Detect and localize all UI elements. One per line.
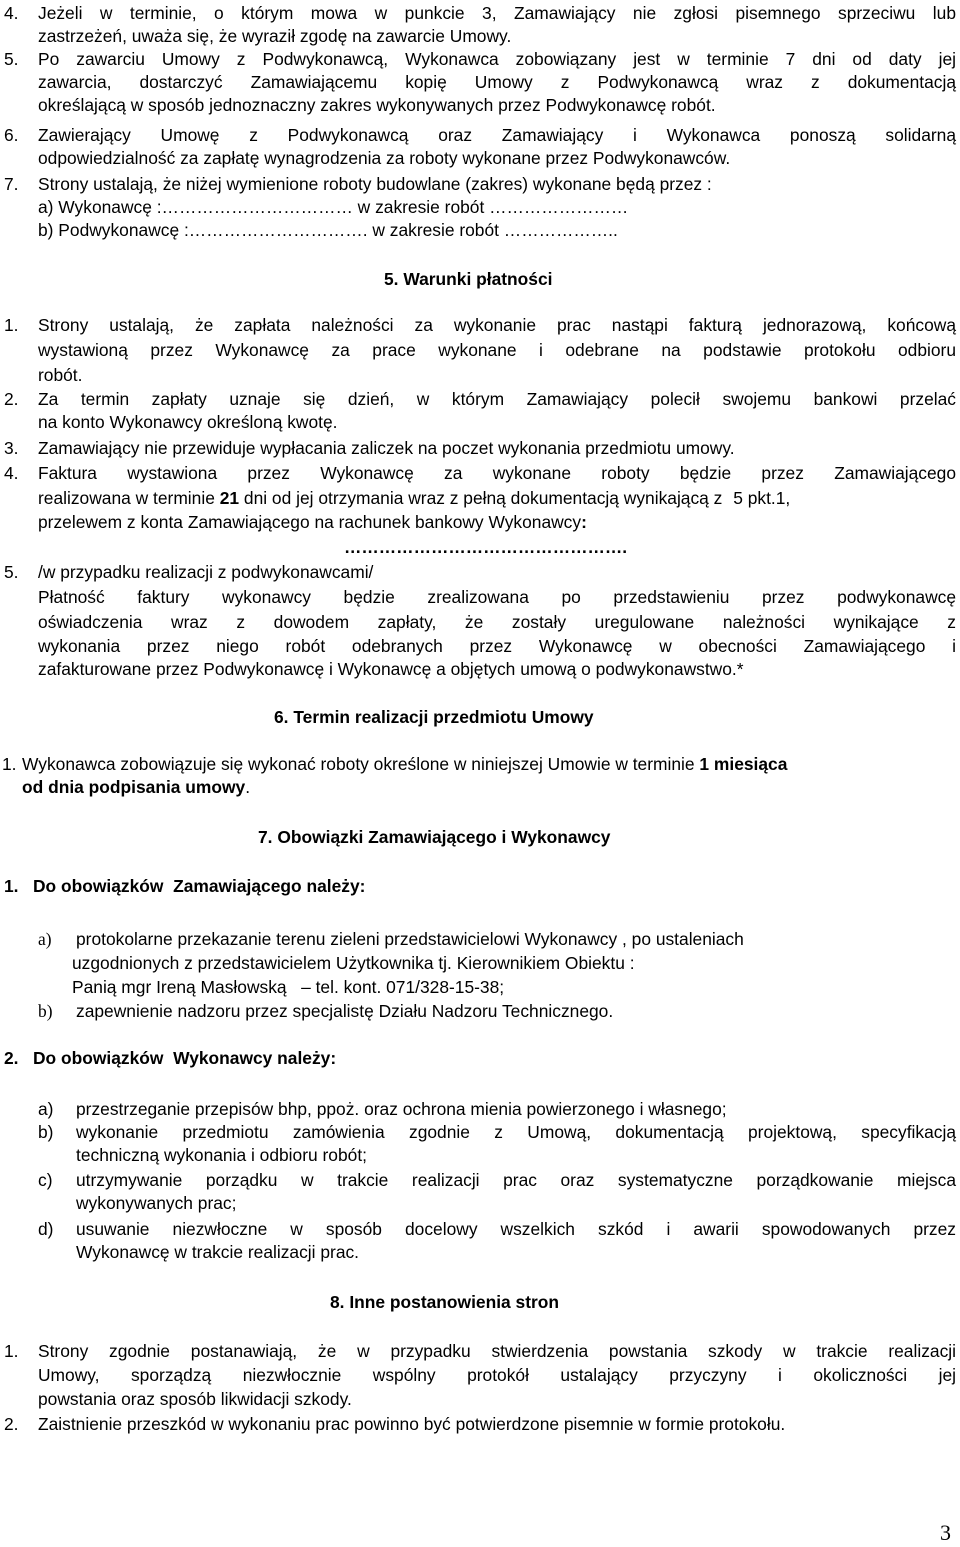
- paragraph-line: Strony ustalają, że zapłata należności za wykonanie prac nastąpi fakturą jednorazową, końcową: [38, 315, 956, 335]
- list-item-line: protokolarne przekazanie terenu zieleni przedstawicielowi Wykonawcy , po ustaleniach: [76, 929, 744, 949]
- paragraph-line: [22, 776, 250, 799]
- list-item-line: wykonywanych prac;: [76, 1193, 237, 1213]
- paragraph-line: [38, 511, 587, 534]
- paragraph-line: oświadczenia wraz z dowodem zapłaty, że zostały uregulowane należności wynikające z: [38, 612, 956, 632]
- paragraph-line: Płatność faktury wykonawcy będzie zrealizowana po przedstawieniu przez podwykonawcę: [38, 587, 956, 607]
- item-number: 2.: [4, 389, 19, 409]
- list-marker: c): [38, 1170, 53, 1190]
- item-number: 4.: [4, 463, 19, 483]
- paragraph-line: zafakturowane przez Podwykonawcę i Wykonawcę a objętych umową o podwykonawstwo.*: [38, 659, 744, 679]
- paragraph-line: określającą w sposób jednoznaczny zakres wykonywanych przez Podwykonawcę robót.: [38, 95, 716, 115]
- subsection-heading: 2. Do obowiązków Wykonawcy należy:: [4, 1048, 337, 1068]
- paragraph-line: na konto Wykonawcy określoną kwotę.: [38, 412, 338, 432]
- list-marker: b): [38, 1001, 53, 1021]
- list-item-line: utrzymywanie porządku w trakcie realizacji prac oraz systematyczne porządkowanie miejsca: [76, 1170, 956, 1190]
- bank-account-blank: ………………………………………….: [344, 537, 628, 557]
- paragraph-line: wykonania przez niego robót odebranych przez Wykonawcę w obecności Zamawiającego i: [38, 636, 956, 656]
- list-item-line: uzgodnionych z przedstawicielem Użytkownika tj. Kierownikiem Obiektu :: [72, 953, 635, 973]
- list-item-line: wykonanie przedmiotu zamówienia zgodnie z Umową, dokumentacją projektową, specyfikacją: [76, 1122, 956, 1142]
- assignment-line-contractor: a) Wykonawcę :…………………………… w zakresie robót ……………………: [38, 197, 629, 217]
- list-item-line: Wykonawcę w trakcie realizacji prac.: [76, 1242, 360, 1262]
- paragraph-line: powstania oraz sposób likwidacji szkody.: [38, 1389, 352, 1409]
- paragraph-line: wystawioną przez Wykonawcę za prace wykonane i odebrane na podstawie protokołu odbioru: [38, 340, 956, 360]
- paragraph-line: Zawierający Umowę z Podwykonawcą oraz Zamawiający i Wykonawca ponoszą solidarną: [38, 125, 956, 145]
- list-item-line: zapewnienie nadzoru przez specjalistę Działu Nadzoru Technicznego.: [76, 1001, 614, 1021]
- list-item-line: przestrzeganie przepisów bhp, ppoż. oraz ochrona mienia powierzonego i własnego;: [76, 1099, 727, 1119]
- item-number: 3.: [4, 438, 19, 458]
- paragraph-line: [22, 753, 787, 776]
- section-heading: 8. Inne postanowienia stron: [330, 1292, 560, 1312]
- paragraph-line: /w przypadku realizacji z podwykonawcami/: [38, 562, 374, 582]
- text-segment: pkt.1,: [742, 488, 791, 508]
- section-heading: 7. Obowiązki Zamawiającego i Wykonawcy: [258, 827, 611, 847]
- list-item-line: Panią mgr Ireną Masłowską – tel. kont. 071/328-15-38;: [72, 977, 505, 997]
- paragraph-line: odpowiedzialność za zapłatę wynagrodzenia za roboty wykonane przez Podwykonawców.: [38, 148, 731, 168]
- item-number: 1.: [4, 1341, 19, 1361]
- item-number: 7.: [4, 174, 19, 194]
- item-number: 1.: [4, 315, 19, 335]
- paragraph-line: Strony zgodnie postanawiają, że w przypadku stwierdzenia powstania szkody w trakcie realizacji: [38, 1341, 956, 1361]
- item-number: 2.: [4, 1414, 19, 1434]
- page-number: 3: [940, 1520, 951, 1545]
- paragraph-line: Jeżeli w terminie, o którym mowa w punkcie 3, Zamawiający nie zgłosi pisemnego sprzeciwu lub: [38, 3, 956, 23]
- payment-days: 21: [219, 488, 240, 508]
- list-marker: b): [38, 1122, 54, 1142]
- paragraph-line: Za termin zapłaty uznaje się dzień, w którym Zamawiający polecił swojemu bankowi przelać: [38, 389, 956, 409]
- paragraph-line: zawarcia, dostarczyć Zamawiającemu kopię Umowy z Podwykonawcą wraz z dokumentacją: [38, 72, 956, 92]
- item-number: 5.: [4, 49, 19, 69]
- item-number: 1.: [2, 754, 17, 774]
- paragraph-line: [38, 487, 790, 510]
- paragraph-line: Umowy, sporządzą niezwłocznie wspólny protokół ustalający przyczyny i okoliczności jej: [38, 1365, 956, 1385]
- paragraph-line: Strony ustalają, że niżej wymienione roboty budowlane (zakres) wykonane będą przez :: [38, 174, 712, 194]
- item-number: 5.: [4, 562, 19, 582]
- section-ref: 5: [733, 488, 743, 508]
- paragraph-line: Zamawiający nie przewiduje wypłacania zaliczek na poczet wykonania przedmiotu umowy.: [38, 438, 735, 458]
- text-segment: Wykonawca zobowiązuje się wykonać roboty określone w niniejszej Umowie w terminie: [22, 754, 700, 774]
- list-item-line: techniczną wykonania i odbioru robót;: [76, 1145, 367, 1165]
- paragraph-line: robót.: [38, 365, 83, 385]
- deadline-value: 1 miesiąca: [699, 754, 788, 774]
- paragraph-line: Faktura wystawiona przez Wykonawcę za wykonane roboty będzie przez Zamawiającego: [38, 463, 956, 483]
- section-heading: 6. Termin realizacji przedmiotu Umowy: [274, 707, 594, 727]
- paragraph-line: Zaistnienie przeszkód w wykonaniu prac powinno być potwierdzone pisemnie w formie protokołu.: [38, 1414, 786, 1434]
- item-number: 4.: [4, 3, 19, 23]
- deadline-start: od dnia podpisania umowy: [22, 777, 246, 797]
- text-segment: realizowana w terminie: [38, 488, 220, 508]
- item-number: 6.: [4, 125, 19, 145]
- text-segment: przelewem z konta Zamawiającego na rachunek bankowy Wykonawcy: [38, 512, 582, 532]
- paragraph-line: zastrzeżeń, uważa się, że wyraził zgodę na zawarcie Umowy.: [38, 26, 512, 46]
- text-segment: dni od jej otrzymania wraz z pełną dokumentacją wynikającą z: [239, 488, 728, 508]
- assignment-line-subcontractor: b) Podwykonawcę :…………………………. w zakresie robót ………………..: [38, 220, 618, 240]
- section-heading: 5. Warunki płatności: [384, 269, 553, 289]
- list-marker: a): [38, 1099, 54, 1119]
- text-segment: :: [581, 512, 587, 532]
- list-marker: a): [38, 929, 52, 949]
- list-item-line: usuwanie niezwłoczne w sposób docelowy wszelkich szkód i awarii spowodowanych przez: [76, 1219, 956, 1239]
- subsection-heading: 1. Do obowiązków Zamawiającego należy:: [4, 876, 366, 896]
- list-marker: d): [38, 1219, 54, 1239]
- paragraph-line: Po zawarciu Umowy z Podwykonawcą, Wykonawca zobowiązany jest w terminie 7 dni od daty jej: [38, 49, 956, 69]
- text-segment: .: [245, 777, 251, 797]
